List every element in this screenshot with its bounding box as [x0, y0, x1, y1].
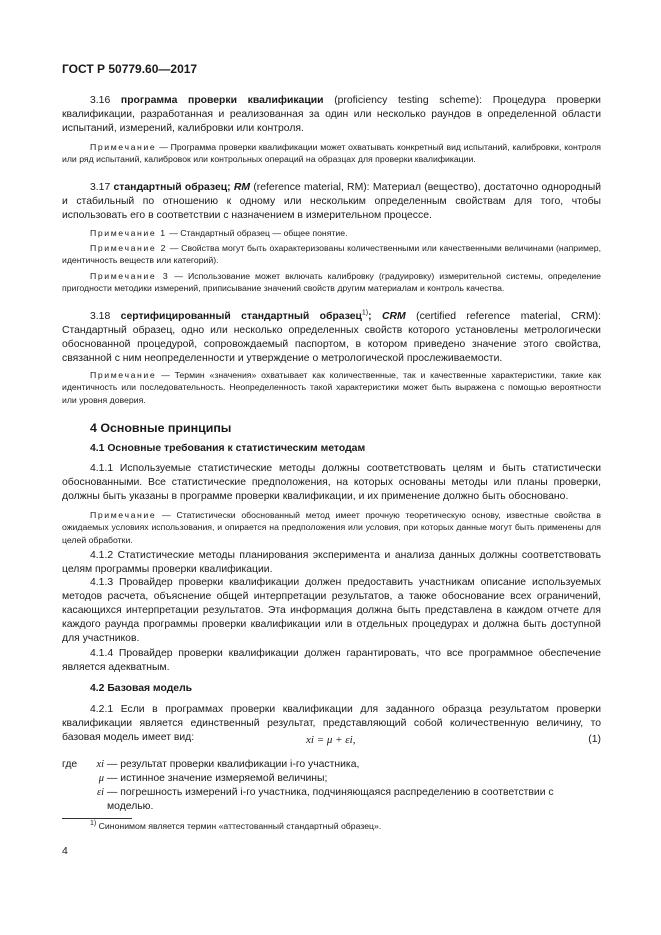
note-label: Примечание — [90, 370, 157, 380]
paragraph-4-1-4: 4.1.4 Провайдер проверки квалификации должен гарантировать, что все программное обеспечение является адекватным. — [62, 648, 601, 673]
where-symbol: xi — [96, 759, 104, 770]
term-definition: (proficiency testing scheme): Процедура проверки квалификации, разработанная и реализованная за один или несколько раундов в определенной области испытаний, измерений, калибровки или контроля. — [62, 95, 601, 134]
note-label: Примечание 3 — [90, 271, 170, 281]
section-4-2-heading: 4.2 Базовая модель — [90, 683, 193, 694]
note-label: Примечание — [90, 510, 157, 520]
formula-1 — [62, 734, 601, 750]
note-4-1-1 — [62, 509, 601, 546]
note-text: — Статистически обоснованный метод имеет прочную теоретическую основу, известные свойства в ожидаемых условиях использования, и опирается на предположения или условия, при которых данные могут быть применены для целей обработки. — [62, 510, 601, 545]
formula-expression: xi = μ + εi, — [306, 734, 356, 746]
where-symbol: εi — [97, 787, 104, 798]
paragraph-4-2-1: 4.2.1 Если в программах проверки квалификации для заданного образца результатом проверки квалификации является единственный результат, представляющий собой количественную величину, то базовая модель имеет вид: — [62, 704, 601, 743]
term-3-17 — [62, 181, 601, 223]
footnote-mark: 1) — [90, 820, 97, 828]
term-name: программа проверки квалификации — [120, 95, 324, 106]
note-label: Примечание 2 — [90, 243, 168, 253]
where-label: где — [62, 759, 78, 770]
term-separator: ; — [368, 311, 372, 322]
footnote-ref: 1) — [361, 309, 369, 317]
note-text: — Программа проверки квалификации может охватывать конкретный вид испытаний, калибровки, контроля или ряд испытаний, калибровок или контрольных операций на образцах для проверки квалификации. — [62, 142, 601, 165]
section-4-heading: 4 Основные принципы — [90, 421, 232, 435]
term-3-18 — [62, 310, 601, 366]
note-3-18 — [62, 369, 601, 406]
formula-number: (1) — [588, 734, 601, 745]
term-definition: (reference material, RM): Материал (вещество), достаточно однородный и стабильный по отношению к одному или нескольким определенным свойствам для того, чтобы использовать его в соответствии с назначением в измерительном процессе. — [62, 182, 602, 221]
note-text: — Свойства могут быть охарактеризованы количественными или качественными величинами (например, идентичность веществ или категорий). — [62, 243, 602, 266]
note-label: Примечание — [90, 142, 157, 152]
footnote — [90, 821, 381, 831]
term-3-16 — [62, 94, 601, 136]
footnote-divider — [62, 818, 132, 819]
paragraph-4-1-2: 4.1.2 Статистические методы планирования эксперимента и анализа данных должны соответствовать целям программы проверки квалификации. — [62, 550, 601, 575]
term-number: 3.16 — [90, 95, 111, 106]
note-text: — Использование может включать калибровку (градуировку) измерительной системы, определение пригодности методики измерений, приписывание значений свойств другим материалам и контроль качества. — [62, 271, 601, 294]
paragraph-4-1-3: 4.1.3 Провайдер проверки квалификации должен предоставить участникам описание используемых методов расчета, объяснение общей интерпретации результатов, а также обоснование всех ограничений, касающихся интерпретации результатов. Эта информация должна быть представлена в каждом отчете для каждого раунда программы проверки квалификации или в отдельных процедурах и должна быть доступной для участников. — [62, 577, 601, 644]
where-text: — погрешность измерений i-го участника, подчиняющаяся распределению в соответствии с моделью. — [107, 787, 554, 812]
paragraph-4-1-1: 4.1.1 Используемые статистические методы должны соответствовать целям и быть статистически обоснованными. Все статистические предположения, на которых основаны методы или планы проверки, должны быть указаны в программе проверки квалификации, и их применение должно быть обосновано. — [62, 463, 601, 502]
note-3-16 — [62, 141, 601, 166]
note-3-17-2 — [62, 242, 601, 267]
where-text: — результат проверки квалификации i-го участника, — [107, 759, 360, 770]
term-number: 3.17 — [90, 182, 111, 193]
page-number: 4 — [62, 846, 68, 857]
term-definition: (certified reference material, CRM): Стандартный образец, одно или несколько определенных свойств которого установлены метрологически обоснованной процедурой, сопровождаемый паспортом, в котором приведено значение этого свойства, связанной с ним неопределенности и утверждение о метрологической прослеживаемости. — [62, 311, 602, 364]
note-text: — Стандартный образец — общее понятие. — [166, 228, 348, 238]
term-abbr: CRM — [382, 311, 406, 322]
term-abbr: RM — [233, 182, 251, 193]
note-3-17-3 — [62, 270, 601, 295]
where-text: — истинное значение измеряемой величины; — [107, 773, 328, 784]
term-number: 3.18 — [90, 311, 111, 322]
document-header: ГОСТ Р 50779.60—2017 — [62, 62, 198, 76]
note-text: — Термин «значения» охватывает как количественные, так и качественные характеристики, такие как идентичность или последовательность. Неопределенность такой характеристики может быть выражена с помощью вероятности или уровня доверия. — [62, 370, 601, 405]
term-name: сертифицированный стандартный образец — [120, 311, 362, 322]
where-symbol: μ — [98, 773, 104, 784]
where-list — [62, 758, 601, 814]
note-label: Примечание 1 — [90, 228, 167, 238]
footnote-text: Синонимом является термин «аттестованный стандартный образец». — [96, 821, 382, 831]
term-name: стандартный образец; — [113, 182, 231, 193]
section-4-1-heading: 4.1 Основные требования к статистическим методам — [90, 443, 366, 454]
note-3-17-1 — [62, 227, 601, 239]
